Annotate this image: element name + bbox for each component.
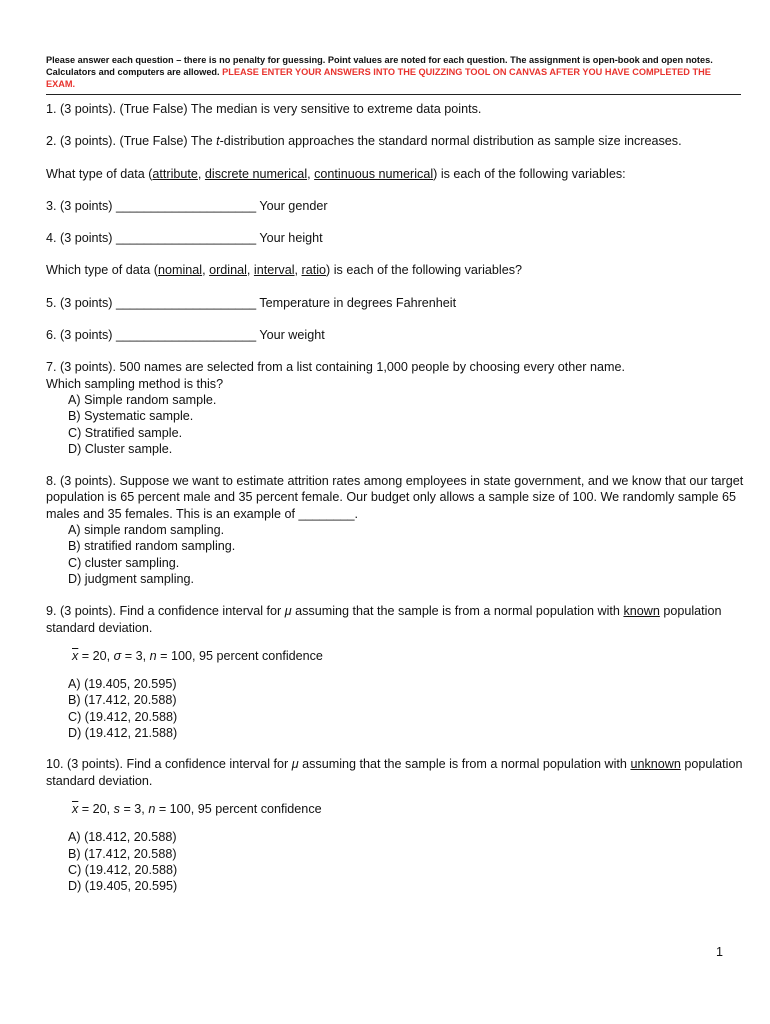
s-symbol: s: [113, 801, 120, 816]
q2-post: -distribution approaches the standard normal distribution as sample size increases.: [219, 134, 682, 149]
q10-option-d: D) (19.405, 20.595): [68, 879, 178, 894]
q6-label: 6. (3 points): [46, 328, 116, 343]
n-symbol: n: [149, 648, 157, 663]
exam-instructions: [46, 54, 742, 91]
sep: ,: [197, 166, 205, 181]
q8-option-c: C) cluster sampling.: [68, 555, 180, 570]
q7-line1: 7. (3 points). 500 names are selected from a list containing 1,000 people by choosing every other name.: [46, 360, 625, 375]
given-part: = 3,: [119, 801, 149, 816]
q7-option-b: B) Systematic sample.: [68, 409, 194, 424]
q8-option-d: D) judgment sampling.: [68, 571, 194, 586]
question-4: [46, 230, 756, 246]
q9-given: [46, 648, 756, 664]
option-interval: interval: [253, 263, 295, 278]
q7-line2: Which sampling method is this?: [46, 376, 224, 391]
q10-given: [46, 801, 756, 817]
q7-options: [46, 392, 756, 457]
q3-label: 3. (3 points): [46, 198, 116, 213]
q10-option-a: A) (18.412, 20.588): [68, 830, 177, 845]
q3-item: Your gender: [256, 198, 328, 213]
question-9: [46, 603, 756, 741]
q7-option-c: C) Stratified sample.: [68, 425, 183, 440]
q9-options: [46, 676, 756, 741]
page-number: 1: [716, 945, 724, 959]
section2-pre: Which type of data (: [46, 263, 158, 278]
q10-text: [46, 756, 756, 789]
q9-option-b: B) (17.412, 20.588): [68, 693, 177, 708]
q9-text: [46, 603, 756, 636]
mu-symbol: μ: [284, 604, 292, 619]
q10-post: population standard deviation.: [46, 757, 743, 788]
option-discrete-numerical: discrete numerical: [204, 166, 308, 181]
q9-option-c: C) (19.412, 20.588): [68, 709, 178, 724]
question-7: [46, 359, 756, 457]
answer-blank: ____________________: [116, 328, 257, 343]
q9-option-a: A) (19.405, 20.595): [68, 677, 177, 692]
canvas-warning: PLEASE ENTER YOUR ANSWERS INTO THE QUIZZING TOOL ON CANVAS AFTER YOU HAVE COMPLETED THE EXAM.: [46, 67, 711, 90]
q9-pre: 9. (3 points). Find a confidence interval for: [46, 604, 285, 619]
q10-option-c: C) (19.412, 20.588): [68, 862, 178, 877]
q4-item: Your height: [256, 231, 323, 246]
sep: ,: [202, 263, 210, 278]
question-2: [46, 133, 756, 149]
question-3: [46, 198, 756, 214]
known-underlined: known: [623, 604, 660, 619]
q10-options: [46, 829, 756, 894]
q10-mid: assuming that the sample is from a normal population with: [298, 757, 631, 772]
q6-item: Your weight: [256, 328, 325, 343]
q4-label: 4. (3 points): [46, 231, 116, 246]
q7-option-d: D) Cluster sample.: [68, 441, 173, 456]
q10-option-b: B) (17.412, 20.588): [68, 846, 177, 861]
question-5: [46, 295, 756, 311]
option-ordinal: ordinal: [209, 263, 247, 278]
xbar-symbol: $\overline{x}$: [72, 801, 79, 816]
q2-pre: 2. (3 points). (True False) The: [46, 134, 217, 149]
section-data-type-2: [46, 262, 756, 278]
q8-option-b: B) stratified random sampling.: [68, 539, 236, 554]
q9-mid: assuming that the sample is from a normal population with: [291, 604, 624, 619]
section-data-type-1: [46, 166, 756, 182]
q9-post: population standard deviation.: [46, 604, 722, 635]
xbar-symbol: $\overline{x}$: [72, 648, 79, 663]
answer-blank: ____________________: [116, 198, 257, 213]
n-symbol: n: [148, 801, 156, 816]
answer-blank: ____________________: [116, 295, 257, 310]
q8-option-a: A) simple random sampling.: [68, 523, 225, 538]
q7-option-a: A) Simple random sample.: [68, 392, 217, 407]
section1-post: ) is each of the following variables:: [433, 166, 626, 181]
unknown-underlined: unknown: [630, 757, 681, 772]
section2-post: ) is each of the following variables?: [326, 263, 523, 278]
questions: [46, 101, 756, 894]
given-part: = 20,: [78, 801, 114, 816]
given-part: = 100, 95 percent confidence: [155, 801, 322, 816]
answer-blank: ____________________: [116, 231, 257, 246]
option-attribute: attribute: [152, 166, 198, 181]
q5-item: Temperature in degrees Fahrenheit: [256, 295, 457, 310]
option-nominal: nominal: [158, 263, 203, 278]
q10-pre: 10. (3 points). Find a confidence interval for: [46, 757, 292, 772]
question-10: [46, 756, 756, 894]
question-8: [46, 473, 756, 587]
instructions-text: Please answer each question – there is no penalty for guessing. Point values are noted for each question. The assignment is open-book and open notes. Calculators and computers are allowed.: [46, 55, 713, 78]
given-part: = 100, 95 percent confidence: [156, 648, 323, 663]
sigma-symbol: σ: [113, 648, 122, 663]
question-6: [46, 327, 756, 343]
sep: ,: [246, 263, 254, 278]
given-part: = 20,: [78, 648, 114, 663]
mu-symbol: μ: [291, 757, 299, 772]
q5-label: 5. (3 points): [46, 295, 116, 310]
question-1: 1. (3 points). (True False) The median is very sensitive to extreme data points.: [46, 102, 482, 116]
t-symbol: t: [216, 134, 220, 149]
given-part: = 3,: [121, 648, 150, 663]
q9-option-d: D) (19.412, 21.588): [68, 726, 178, 741]
option-continuous-numerical: continuous numerical: [314, 166, 434, 181]
q8-text: 8. (3 points). Suppose we want to estimate attrition rates among employees in state government, and we know that our target population is 65 percent male and 35 percent female. Our budget only allows a sample size of 100. We randomly sample 65 males and 35 females. This is an example of ________.: [46, 474, 744, 521]
q8-options: [46, 522, 756, 587]
section1-pre: What type of data (: [46, 166, 153, 181]
sep: ,: [307, 166, 315, 181]
sep: ,: [294, 263, 302, 278]
option-ratio: ratio: [301, 263, 327, 278]
header-divider: [46, 94, 741, 95]
